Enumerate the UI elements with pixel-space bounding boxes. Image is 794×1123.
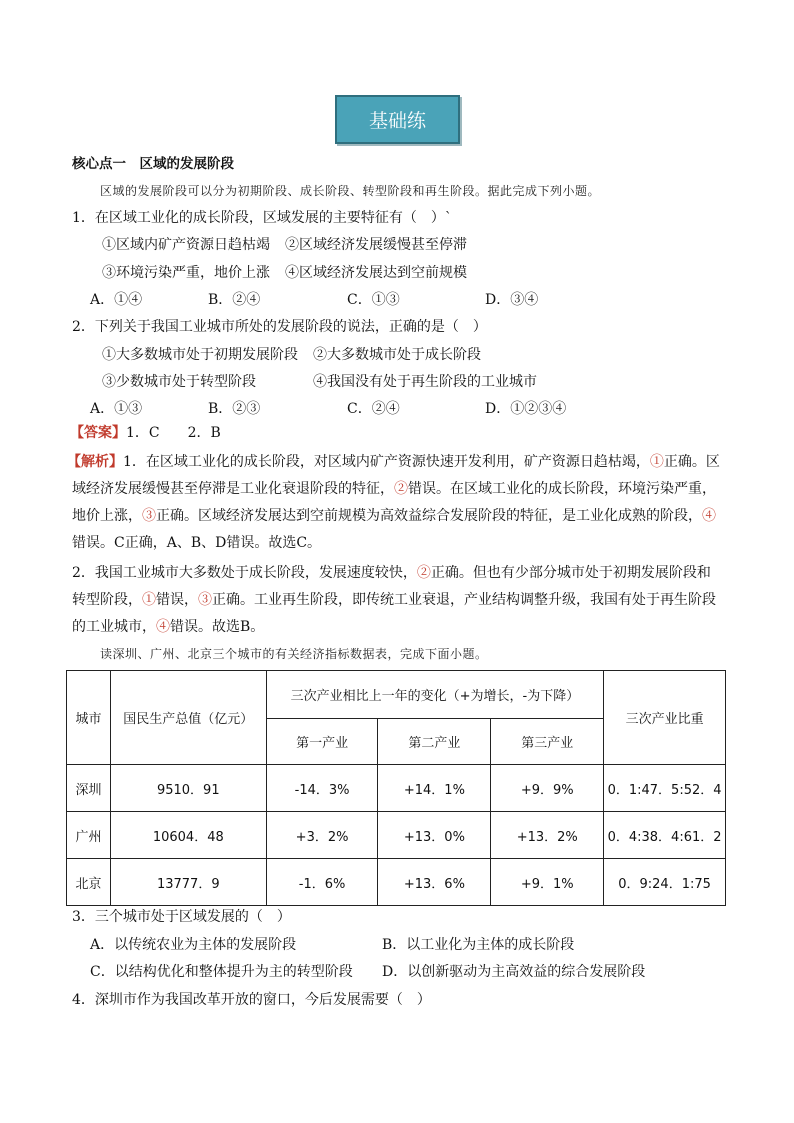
header-primary: 第一产业 (266, 719, 378, 765)
cell-primary: +3．2% (266, 812, 378, 859)
q2-item-1: ①大多数城市处于初期发展阶段 (102, 347, 298, 363)
header-gdp: 国民生产总值（亿元） (110, 671, 266, 765)
cell-gdp: 9510．91 (110, 765, 266, 812)
q2-item-2: ②大多数城市处于成长阶段 (313, 347, 481, 363)
answer-text: 1．C 2．B (126, 425, 221, 441)
cell-secondary: +13．6% (378, 859, 491, 906)
cell-gdp: 10604．48 (110, 812, 266, 859)
cell-ratio: 0．9:24．1:75 (604, 859, 726, 906)
header-tertiary: 第三产业 (491, 719, 604, 765)
cell-city: 深圳 (67, 765, 111, 812)
q1-item-4: ④区域经济发展达到空前规模 (285, 265, 467, 281)
cell-city: 广州 (67, 812, 111, 859)
cell-ratio: 0．1:47．5:52．4 (604, 765, 726, 812)
q1-option-d: D．③④ (485, 292, 539, 308)
q3-option-a: A．以传统农业为主体的发展阶段 (90, 937, 297, 953)
cell-primary: -14．3% (266, 765, 378, 812)
q2-option-c: C．②④ (347, 401, 400, 417)
analysis-text-2: 2．我国工业城市大多数处于成长阶段，发展速度较快，②正确。但也有少部分城市处于初期发展阶段和转型阶段，①错误，③正确。工业再生阶段，即传统工业衰退，产业结构调整升级，我国有处于再生阶段的工业城市，④错误。故选B。 (72, 565, 716, 635)
economic-data-table (66, 670, 726, 906)
cell-ratio: 0．4:38．4:61．2 (604, 812, 726, 859)
cell-tertiary: +9．1% (491, 859, 604, 906)
analysis-paragraph-1 (67, 449, 724, 557)
cell-primary: -1．6% (266, 859, 378, 906)
q2-item-3: ③少数城市处于转型阶段 (102, 374, 256, 390)
cell-secondary: +13．0% (378, 812, 491, 859)
cell-gdp: 13777．9 (110, 859, 266, 906)
q1-option-a: A．①④ (90, 292, 143, 308)
q3-option-b: B．以工业化为主体的成长阶段 (382, 937, 575, 953)
table-row (67, 812, 726, 859)
q2-option-d: D．①②③④ (485, 401, 567, 417)
analysis-paragraph-2 (72, 560, 724, 641)
cell-secondary: +14．1% (378, 765, 491, 812)
cell-tertiary: +13．2% (491, 812, 604, 859)
answer-line (70, 420, 221, 447)
question-1-stem: 1．在区域工业化的成长阶段，区域发展的主要特征有（ ）` (72, 210, 452, 226)
table-row (67, 859, 726, 906)
header-city: 城市 (67, 671, 111, 765)
q1-option-b: B．②④ (208, 292, 261, 308)
q1-option-c: C．①③ (347, 292, 400, 308)
table-row (67, 765, 726, 812)
header-ratio: 三次产业比重 (604, 671, 726, 765)
q1-item-1: ①区域内矿产资源日趋枯竭 (102, 237, 270, 253)
q2-item-4: ④我国没有处于再生阶段的工业城市 (313, 374, 537, 390)
table-intro: 读深圳、广州、北京三个城市的有关经济指标数据表，完成下面小题。 (100, 647, 488, 661)
cell-city: 北京 (67, 859, 111, 906)
answer-label: 【答案】 (70, 425, 126, 441)
q3-option-c: C．以结构优化和整体提升为主的转型阶段 (90, 964, 353, 980)
question-3-stem: 3．三个城市处于区域发展的（ ） (72, 909, 291, 925)
q2-option-a: A．①③ (90, 401, 143, 417)
q2-option-b: B．②③ (208, 401, 261, 417)
q1-item-3: ③环境污染严重，地价上涨 (102, 265, 270, 281)
table-header-row (67, 671, 726, 719)
cell-tertiary: +9．9% (491, 765, 604, 812)
question-2-stem: 2．下列关于我国工业城市所处的发展阶段的说法，正确的是（ ） (72, 319, 487, 335)
analysis-text-1: 1．在区域工业化的成长阶段，对区域内矿产资源快速开发利用，矿产资源日趋枯竭，①正确。区域经济发展缓慢甚至停滞是工业化衰退阶段的特征，②错误。在区域工业化的成长阶段，环境污染严重，地价上涨，③正确。区域经济发展达到空前规模为高效益综合发展阶段的特征，是工业化成熟的阶段，④错误。C正确，A、B、D错误。故选C。 (72, 454, 720, 551)
q3-option-d: D．以创新驱动为主高效益的综合发展阶段 (382, 964, 646, 980)
q1-item-2: ②区域经济发展缓慢甚至停滞 (285, 237, 467, 253)
section-intro: 区域的发展阶段可以分为初期阶段、成长阶段、转型阶段和再生阶段。据此完成下列小题。 (100, 184, 601, 198)
section-title-box (335, 95, 460, 144)
header-change: 三次产业相比上一年的变化（+为增长，-为下降） (266, 671, 603, 719)
header-secondary: 第二产业 (378, 719, 491, 765)
analysis-label: 【解析】 (67, 454, 123, 470)
page-title: 基础练 (368, 110, 426, 132)
section-heading: 核心点一 区域的发展阶段 (72, 156, 234, 172)
question-4-stem: 4．深圳市作为我国改革开放的窗口，今后发展需要（ ） (72, 992, 431, 1008)
